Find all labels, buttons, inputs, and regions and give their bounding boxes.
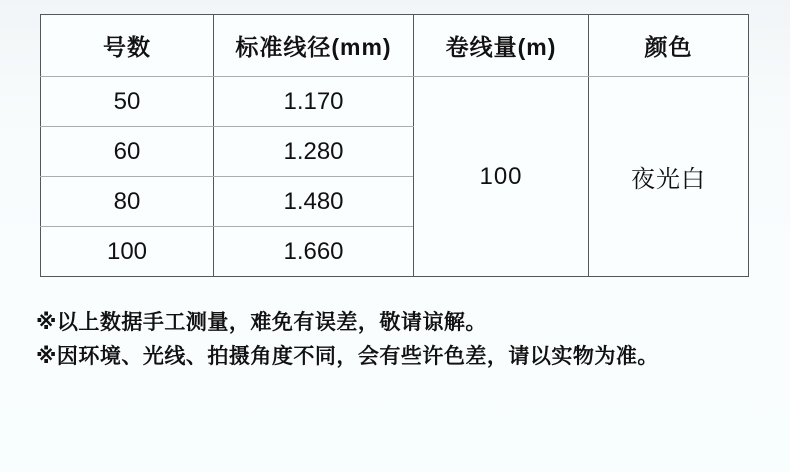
footnote-measurement: ※以上数据手工测量，难免有误差，敬请谅解。 — [36, 311, 487, 334]
cell-size-number: 80 — [41, 177, 214, 227]
col-header-standard-diameter: 标准线径(mm) — [214, 15, 414, 77]
spec-table — [40, 14, 749, 277]
cell-color: 夜光白 — [589, 77, 749, 277]
header-row — [41, 15, 749, 77]
cell-diameter: 1.170 — [214, 77, 414, 127]
cell-coil-length: 100 — [414, 77, 589, 277]
col-header-color: 颜色 — [589, 15, 749, 77]
cell-diameter: 1.660 — [214, 227, 414, 277]
cell-diameter: 1.280 — [214, 127, 414, 177]
cell-size-number: 50 — [41, 77, 214, 127]
table-row — [41, 77, 749, 127]
footnote-color-difference: ※因环境、光线、拍摄角度不同，会有些许色差，请以实物为准。 — [36, 345, 659, 368]
col-header-coil-length: 卷线量(m) — [414, 15, 589, 77]
cell-size-number: 100 — [41, 227, 214, 277]
cell-diameter: 1.480 — [214, 177, 414, 227]
cell-size-number: 60 — [41, 127, 214, 177]
col-header-size-number: 号数 — [41, 15, 214, 77]
footnotes — [36, 306, 659, 374]
